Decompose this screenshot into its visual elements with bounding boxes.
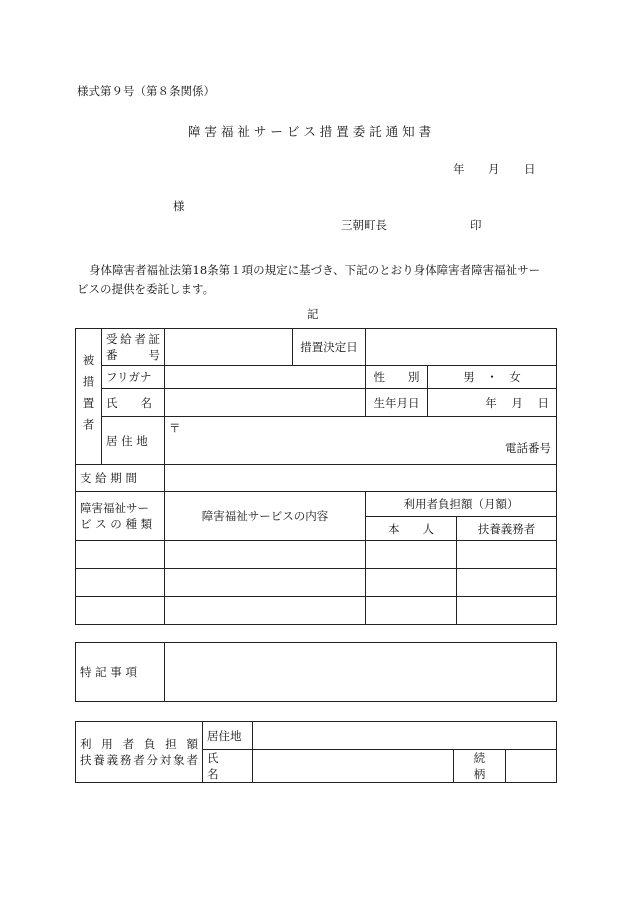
date-year-label: 年 (453, 162, 465, 176)
supporter-target-label-line2: 扶養義務者分対象者 (80, 753, 198, 767)
self-amount-cell[interactable] (366, 569, 457, 597)
self-amount-cell[interactable] (366, 541, 457, 569)
name-field[interactable] (165, 389, 366, 417)
service-row (76, 569, 557, 597)
special-notes-label: 特 記 事 項 (76, 643, 165, 702)
service-content-cell[interactable] (165, 569, 366, 597)
self-amount-cell[interactable] (366, 597, 457, 625)
date-month-label: 月 (488, 162, 500, 176)
birth-date-label: 生年月日 (366, 389, 428, 417)
service-row (76, 541, 557, 569)
service-type-cell[interactable] (76, 569, 165, 597)
supporter-target-label-line1: 利 用 者 負 担 額 (80, 737, 198, 751)
special-notes-table (75, 642, 557, 702)
gender-label: 性 別 (366, 366, 428, 389)
form-number: 様式第９号（第８条関係） (77, 84, 215, 98)
addressee-suffix: 様 (173, 199, 185, 213)
recipient-number-label-cell (102, 329, 165, 366)
issuer-name: 三朝町長 (341, 218, 387, 232)
recipient-number-label-line2: 番 号 (106, 348, 160, 362)
furigana-label: フリガナ (102, 366, 165, 389)
gender-options[interactable]: 男 ・ 女 (428, 366, 557, 389)
supporter-amount-cell[interactable] (457, 597, 557, 625)
decision-date-field[interactable] (366, 329, 557, 366)
main-form-table (75, 328, 557, 625)
document-title: 障 害 福 祉 サ ー ビ ス 措 置 委 託 通 知 書 (188, 124, 432, 139)
birth-month-label: 月 (511, 395, 523, 410)
recipient-number-field[interactable] (165, 329, 293, 366)
birth-day-label: 日 (537, 395, 549, 410)
subject-section-cell (76, 329, 102, 465)
special-notes-field[interactable] (165, 643, 557, 702)
birth-date-field[interactable] (428, 389, 557, 417)
supporter-target-label-cell (76, 722, 203, 783)
payment-period-field[interactable] (165, 465, 557, 492)
address-field[interactable] (165, 417, 557, 465)
service-type-cell[interactable] (76, 541, 165, 569)
body-text-line2: ビスの提供を委託します。 (77, 282, 215, 296)
relationship-field[interactable] (506, 750, 557, 783)
service-type-header-line1: 障害福祉サー (80, 501, 149, 515)
body-text-line1: 身体障害者福祉法第18条第１項の規定に基づき、下記のとおり身体障害者障害福祉サー (89, 263, 541, 277)
seal-mark: 印 (470, 218, 482, 232)
service-type-header (76, 492, 165, 541)
date-day-label: 日 (524, 162, 536, 176)
supporter-target-table (75, 721, 557, 783)
service-type-header-line2: ビ ス の 種 類 (80, 517, 153, 531)
supporter-header: 扶養義務者 (457, 517, 557, 541)
residence-field[interactable] (253, 722, 557, 750)
address-label: 居 住 地 (102, 417, 165, 465)
name-label: 氏 名 (102, 389, 165, 417)
relationship-label: 続 柄 (454, 750, 506, 783)
supporter-name-label: 氏 名 (203, 750, 253, 783)
service-content-header: 障害福祉サービスの内容 (165, 492, 366, 541)
service-content-cell[interactable] (165, 541, 366, 569)
self-header: 本 人 (366, 517, 457, 541)
subject-section-label: 被措置者 (81, 353, 96, 440)
postal-mark: 〒 (169, 421, 181, 435)
service-row (76, 597, 557, 625)
supporter-name-field[interactable] (253, 750, 454, 783)
birth-year-label: 年 (485, 395, 497, 410)
residence-label: 居住地 (203, 722, 253, 750)
supporter-amount-cell[interactable] (457, 541, 557, 569)
furigana-field[interactable] (165, 366, 366, 389)
user-burden-header: 利用者負担額（月額） (366, 492, 557, 517)
service-content-cell[interactable] (165, 597, 366, 625)
recipient-number-label-line1: 受給者証 (106, 332, 160, 346)
decision-date-label: 措置決定日 (293, 329, 366, 366)
supporter-amount-cell[interactable] (457, 569, 557, 597)
ki-heading: 記 (307, 307, 319, 321)
service-type-cell[interactable] (76, 597, 165, 625)
phone-label: 電話番号 (505, 441, 551, 455)
payment-period-label: 支 給 期 間 (76, 465, 165, 492)
